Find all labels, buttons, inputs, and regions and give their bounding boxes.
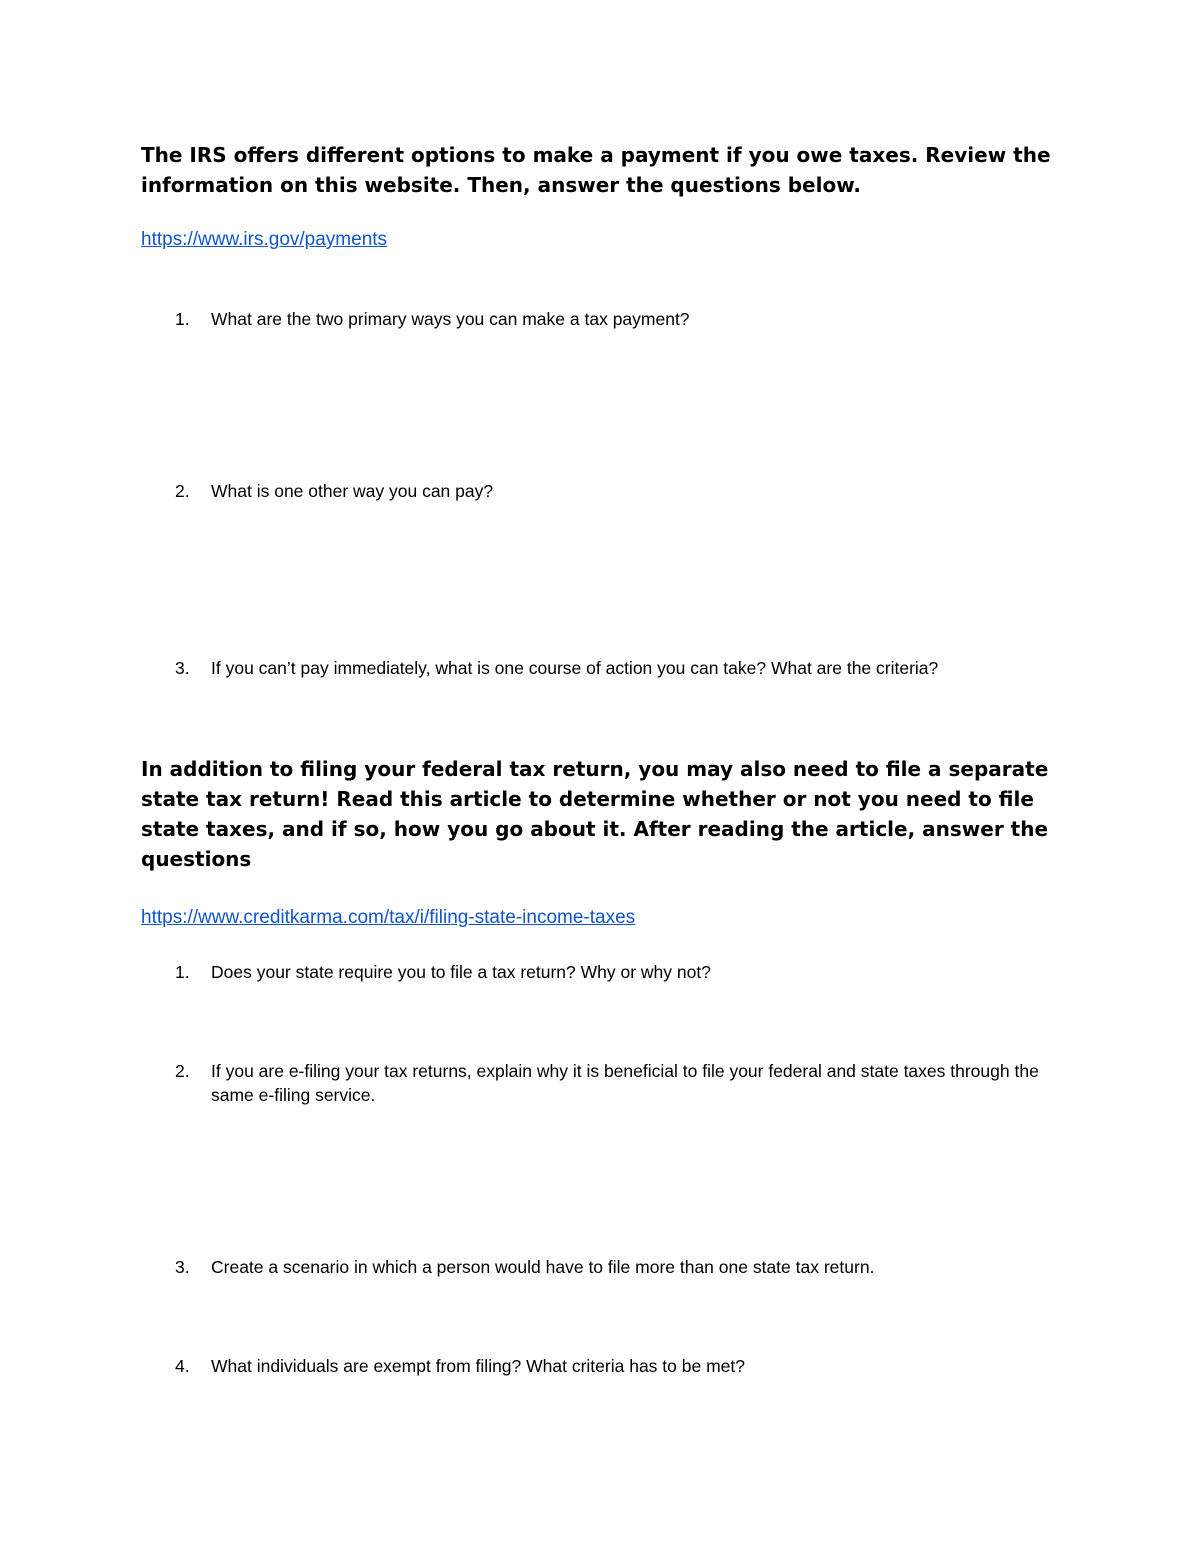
question-number: 1. bbox=[175, 962, 190, 982]
question-text: If you are e-filing your tax returns, explain why it is beneficial to file your federal and state taxes through the same e-filing service. bbox=[211, 1061, 1039, 1105]
list-item bbox=[141, 1354, 1071, 1378]
list-item bbox=[141, 656, 1071, 680]
section-heading-state-taxes: In addition to filing your federal tax return, you may also need to file a separate state tax return! Read this article to determine whether or not you need to file state taxes, and if so, how you go about it. After reading the article, answer the questions bbox=[141, 757, 1049, 871]
creditkarma-article-link[interactable]: https://www.creditkarma.com/tax/i/filing-state-income-taxes bbox=[141, 907, 636, 928]
question-number: 3. bbox=[175, 658, 190, 678]
question-number: 1. bbox=[175, 309, 190, 329]
question-number: 2. bbox=[175, 481, 190, 501]
list-item bbox=[141, 1059, 1071, 1107]
question-number: 3. bbox=[175, 1257, 190, 1277]
question-text: If you can’t pay immediately, what is one course of action you can take? What are the criteria? bbox=[211, 658, 939, 678]
question-text: Does your state require you to file a tax return? Why or why not? bbox=[211, 962, 711, 982]
section-heading-irs: The IRS offers different options to make a payment if you owe taxes. Review the information on this website. Then, answer the questions below. bbox=[141, 143, 1051, 197]
question-text: What individuals are exempt from filing? What criteria has to be met? bbox=[211, 1356, 745, 1376]
question-text: Create a scenario in which a person would have to file more than one state tax return. bbox=[211, 1257, 875, 1277]
list-item bbox=[141, 960, 1071, 984]
question-number: 4. bbox=[175, 1356, 190, 1376]
question-text: What is one other way you can pay? bbox=[211, 481, 494, 501]
list-item bbox=[141, 1255, 1071, 1279]
list-item bbox=[141, 479, 1071, 503]
question-text: What are the two primary ways you can make a tax payment? bbox=[211, 309, 690, 329]
question-number: 2. bbox=[175, 1061, 190, 1081]
list-item bbox=[141, 307, 1071, 331]
irs-payments-link[interactable]: https://www.irs.gov/payments bbox=[141, 229, 388, 250]
